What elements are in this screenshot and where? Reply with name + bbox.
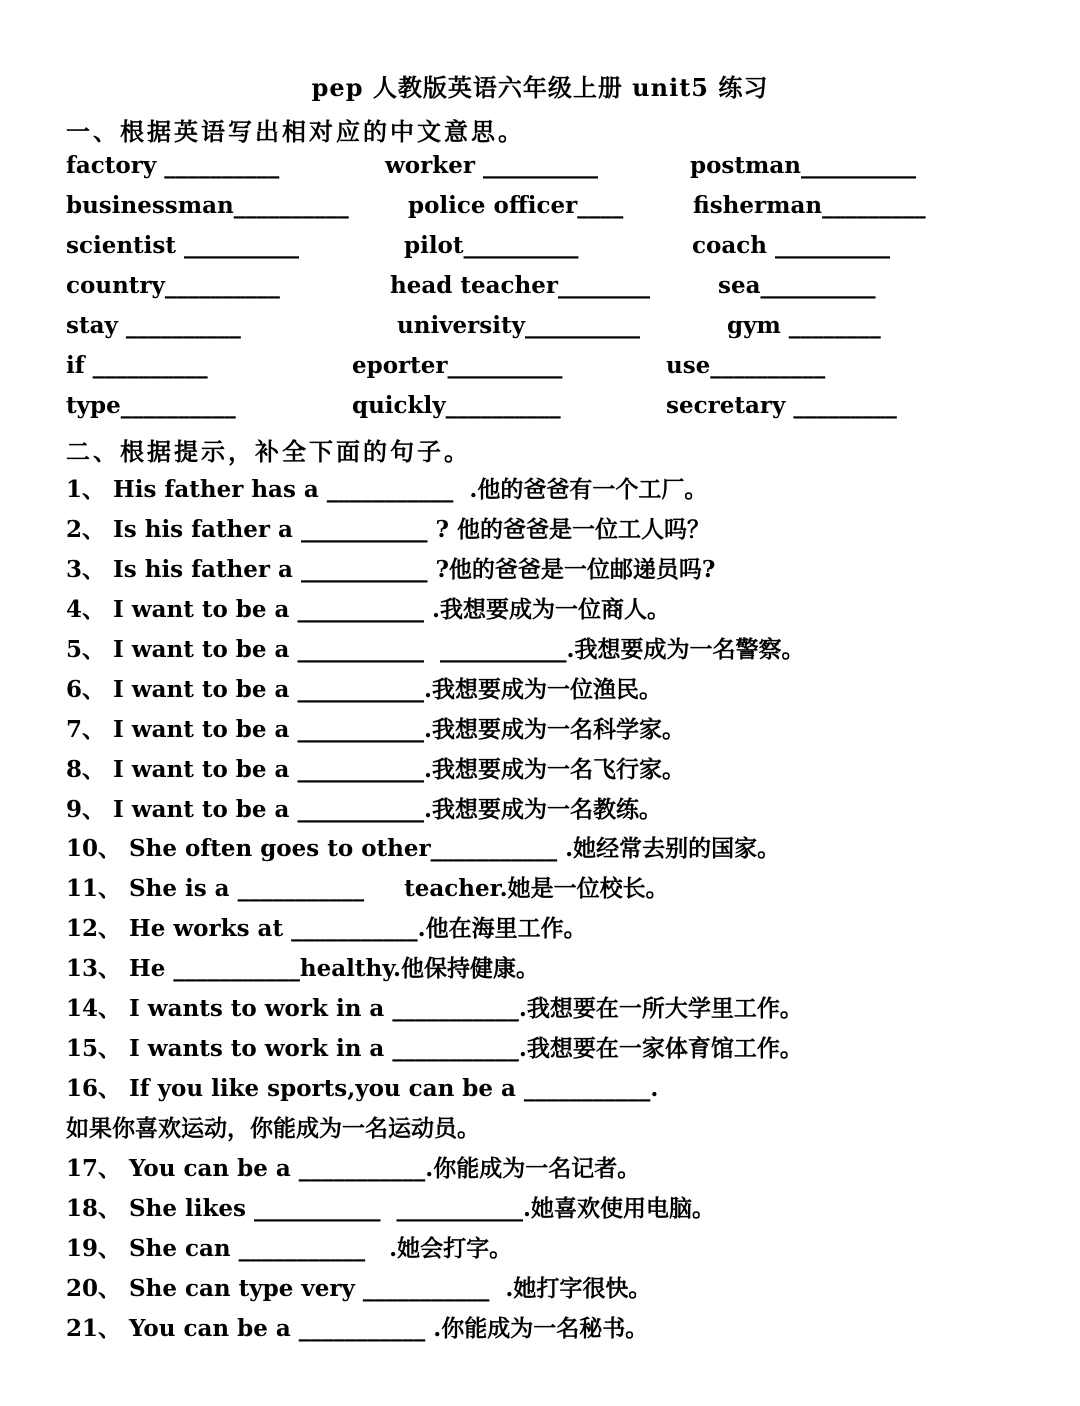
- vocab-row: [0, 232, 1080, 268]
- exercise-line: 19、 She can ___________ .她会打字。: [66, 1235, 513, 1262]
- vocab-row: [0, 312, 1080, 348]
- vocab-item: police officer____: [408, 192, 624, 219]
- exercise-line: 21、 You can be a ___________ .你能成为一名秘书。: [66, 1315, 649, 1342]
- exercise-line: 9、 I want to be a ___________.我想要成为一名教练。: [66, 796, 662, 823]
- vocab-item: pilot__________: [404, 232, 579, 259]
- exercise-line: 3、 Is his father a ___________ ?他的爸爸是一位邮递员吗?: [66, 556, 716, 583]
- vocab-item: coach __________: [692, 232, 890, 259]
- vocab-row: [0, 272, 1080, 308]
- exercise-line: 18、 She likes ___________ ___________.她喜欢使用电脑。: [66, 1195, 716, 1222]
- exercise-line: 10、 She often goes to other___________ .她经常去别的国家。: [66, 835, 781, 862]
- exercise-line: 12、 He works at ___________.他在海里工作。: [66, 915, 587, 942]
- vocab-item: factory __________: [66, 152, 280, 179]
- exercise-line: 2、 Is his father a ___________ ? 他的爸爸是一位工人吗？: [66, 516, 710, 543]
- vocab-item: postman__________: [690, 152, 916, 179]
- exercise-line: 20、 She can type very ___________ .她打字很快。: [66, 1275, 652, 1302]
- exercise-line: 4、 I want to be a ___________ .我想要成为一位商人。: [66, 596, 670, 623]
- vocab-item: worker __________: [385, 152, 598, 179]
- vocab-item: type__________: [66, 392, 236, 419]
- vocab-row: [0, 392, 1080, 428]
- vocab-item: if __________: [66, 352, 208, 379]
- vocab-item: stay __________: [66, 312, 241, 339]
- vocab-item: sea__________: [718, 272, 876, 299]
- exercise-line: 1、 His father has a ___________ .他的爸爸有一个工厂。: [66, 476, 708, 503]
- vocab-item: gym ________: [727, 312, 881, 339]
- section1-heading: 一、根据英语写出相对应的中文意思。: [66, 117, 525, 146]
- vocab-item: scientist __________: [66, 232, 299, 259]
- exercise-line: 14、 I wants to work in a ___________.我想要在一所大学里工作。: [66, 995, 803, 1022]
- exercise-line: 15、 I wants to work in a ___________.我想要在一家体育馆工作。: [66, 1035, 803, 1062]
- exercise-line: 11、 She is a ___________ teacher.她是一位校长。: [66, 875, 669, 902]
- exercise-line: 6、 I want to be a ___________.我想要成为一位渔民。: [66, 676, 662, 703]
- vocab-item: head teacher________: [390, 272, 650, 299]
- exercise-line: 16、 If you like sports,you can be a ___________.: [66, 1075, 659, 1102]
- vocab-item: university__________: [397, 312, 640, 339]
- vocab-row: [0, 352, 1080, 388]
- vocab-item: fisherman_________: [693, 192, 926, 219]
- vocab-item: country__________: [66, 272, 280, 299]
- vocab-row: [0, 152, 1080, 188]
- section2-heading: 二、根据提示，补全下面的句子。: [66, 437, 471, 466]
- exercise-line: 8、 I want to be a ___________.我想要成为一名飞行家。: [66, 756, 685, 783]
- exercise-line: 13、 He ___________healthy.他保持健康。: [66, 955, 539, 982]
- vocab-item: secretary _________: [666, 392, 897, 419]
- exercise-line-translation: 如果你喜欢运动，你能成为一名运动员。: [66, 1115, 480, 1142]
- exercise-line: 17、 You can be a ___________.你能成为一名记者。: [66, 1155, 641, 1182]
- vocab-item: quickly__________: [352, 392, 561, 419]
- vocab-row: [0, 192, 1080, 228]
- vocab-item: businessman__________: [66, 192, 349, 219]
- vocab-item: eporter__________: [352, 352, 563, 379]
- page-title: pep 人教版英语六年级上册 unit5 练习: [311, 73, 769, 102]
- exercise-line: 5、 I want to be a ___________ ___________.我想要成为一名警察。: [66, 636, 805, 663]
- vocab-item: use__________: [666, 352, 826, 379]
- exercise-line: 7、 I want to be a ___________.我想要成为一名科学家。: [66, 716, 685, 743]
